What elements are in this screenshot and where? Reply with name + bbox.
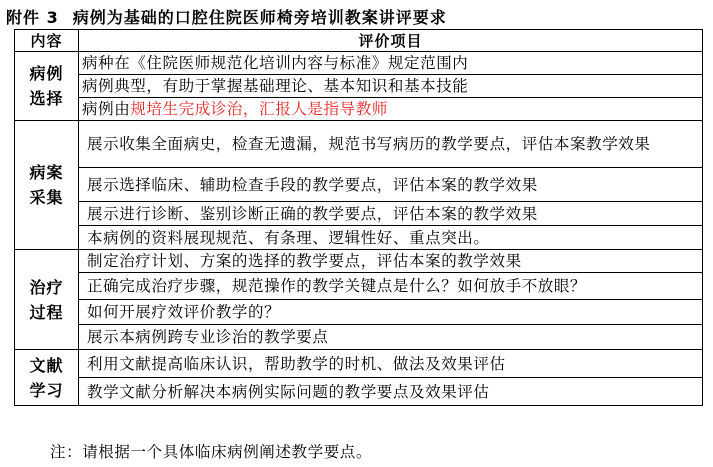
item-cell: 利用文献提高临床认识，帮助教学的时机、做法及效果评估 — [79, 350, 703, 378]
item-cell: 正确完成治疗步骤，规范操作的教学关键点是什么？如何放手不放眼？ — [79, 273, 703, 300]
category-literature-study: 文献 学习 — [15, 350, 79, 406]
title-prefix: 附件 3 — [6, 8, 59, 27]
table-row — [15, 52, 703, 75]
category-case-selection: 病例 选择 — [15, 52, 79, 121]
table-row — [15, 273, 703, 300]
table-row — [15, 250, 703, 273]
item-cell: 展示本病例跨专业诊治的教学要点 — [79, 325, 703, 350]
table-row — [15, 378, 703, 406]
table-row — [15, 202, 703, 226]
item-cell: 教学文献分析解决本病例实际问题的教学要点及效果评估 — [79, 378, 703, 406]
item-cell: 病例典型，有助于掌握基础理论、基本知识和基本技能 — [79, 75, 703, 98]
item-cell: 本病例的资料展现规范、有条理、逻辑性好、重点突出。 — [79, 226, 703, 250]
header-items: 评价项目 — [79, 30, 703, 52]
item-cell: 病种在《住院医师规范化培训内容与标准》规定范围内 — [79, 52, 703, 75]
category-treatment-process: 治疗 过程 — [15, 250, 79, 350]
table-row — [15, 325, 703, 350]
footnote: 注：请根据一个具体临床病例阐述教学要点。 — [50, 443, 373, 461]
table-header-row — [15, 30, 703, 52]
item-cell: 展示选择临床、辅助检查手段的教学要点，评估本案的教学效果 — [79, 168, 703, 202]
item-cell: 展示进行诊断、鉴别诊断正确的教学要点，评估本案的教学效果 — [79, 202, 703, 226]
table-row — [15, 75, 703, 98]
category-case-collection: 病案 采集 — [15, 121, 79, 250]
table-row — [15, 121, 703, 168]
evaluation-table — [14, 29, 703, 406]
item-cell: 制定治疗计划、方案的选择的教学要点，评估本案的教学效果 — [79, 250, 703, 273]
item-cell: 如何开展疗效评价教学的？ — [79, 300, 703, 325]
header-content: 内容 — [15, 30, 79, 52]
table-row — [15, 98, 703, 121]
item-cell: 展示收集全面病史，检查无遗漏，规范书写病历的教学要点，评估本案教学效果 — [79, 121, 703, 168]
table-row — [15, 350, 703, 378]
table-row — [15, 168, 703, 202]
table-row — [15, 300, 703, 325]
title-text: 病例为基础的口腔住院医师椅旁培训教案讲评要求 — [72, 8, 447, 27]
item-cell-highlighted: 病例由规培生完成诊治，汇报人是指导教师 — [79, 98, 703, 121]
document-title — [6, 5, 447, 28]
highlight-text: 规培生完成诊治，汇报人是指导教师 — [130, 100, 388, 118]
table-row — [15, 226, 703, 250]
